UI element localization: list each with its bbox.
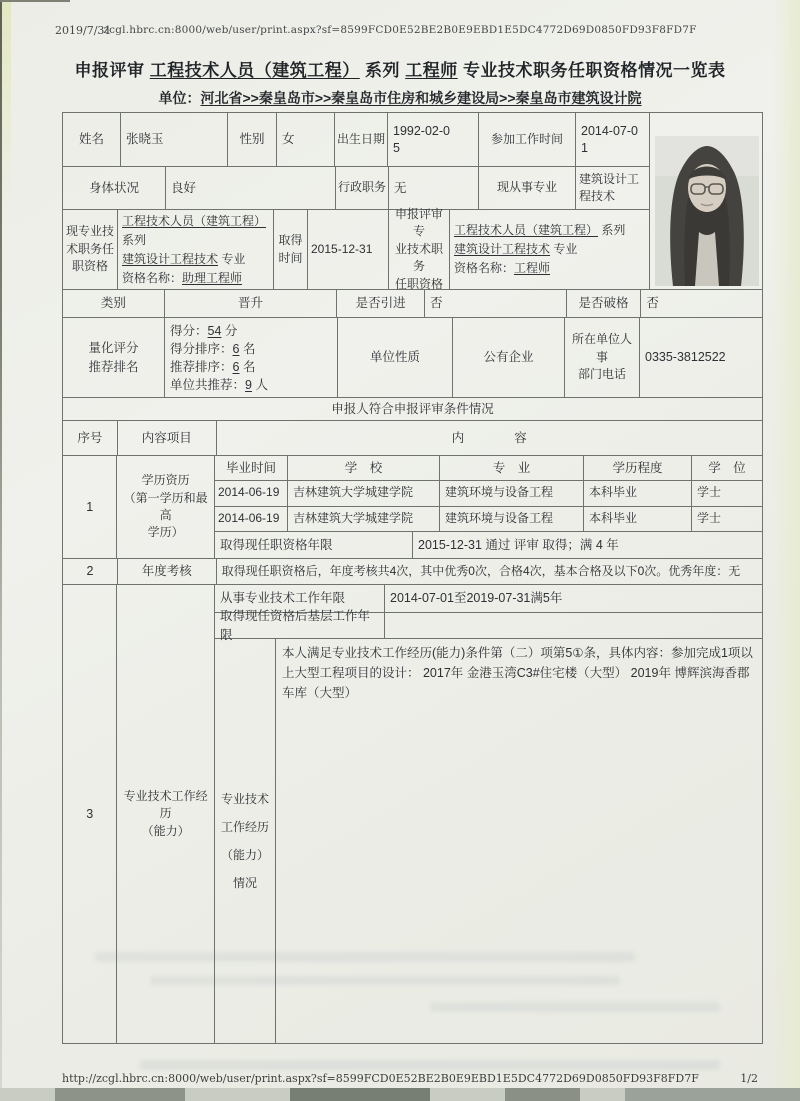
row-health-admin bbox=[63, 167, 649, 210]
title-prefix: 申报评审 bbox=[74, 61, 150, 80]
unit-label: 单位： bbox=[158, 90, 201, 106]
experience-detail-label-line: （能力） bbox=[220, 848, 269, 862]
obtain-time-value: 2015-12-31 bbox=[308, 210, 389, 289]
import-label: 是否引进 bbox=[337, 290, 425, 317]
education-header-row bbox=[215, 456, 762, 481]
edu-header-school: 学 校 bbox=[288, 456, 440, 480]
current-series-underlined: 工程技术人员（建筑工程） bbox=[122, 213, 267, 228]
category-value: 晋升 bbox=[165, 290, 337, 317]
gender-label: 性别 bbox=[228, 113, 277, 166]
experience-detail-label-line: 工作经历 bbox=[220, 820, 269, 834]
score-rank-value: 6 bbox=[232, 341, 240, 356]
id-photo-cell bbox=[649, 113, 762, 289]
score-rank-suffix: 名 bbox=[239, 341, 256, 356]
exception-value: 否 bbox=[646, 296, 659, 311]
education-data-row bbox=[215, 507, 762, 533]
obtain-time-label bbox=[274, 210, 308, 289]
total-recommended-label: 单位共推荐： bbox=[170, 377, 246, 392]
print-header-url: zcgl.hbrc.cn:8000/web/user/print.aspx?sf=8599FCD0E52BE2B0E9EBD1E5DC4772D69D0850FD93F8FD7F bbox=[103, 24, 697, 36]
scan-bottom-strip bbox=[0, 1088, 800, 1101]
admin-post-label: 行政职务 bbox=[336, 167, 389, 209]
edu-level: 本科毕业 bbox=[584, 507, 692, 532]
title-series-underlined: 工程技术人员（建筑工程） bbox=[149, 61, 360, 80]
col-header-content: 内 容 bbox=[451, 430, 527, 445]
hr-phone-value: 0335-3812522 bbox=[645, 350, 726, 365]
current-major-underlined: 建筑设计工程技术 bbox=[122, 251, 219, 266]
current-name-underlined: 助理工程师 bbox=[182, 270, 243, 285]
score-section-label-line: 推荐排名 bbox=[88, 359, 139, 374]
unit-value: 河北省>>秦皇岛市>>秦皇岛市住房和城乡建设局>>秦皇岛市建筑设计院 bbox=[200, 90, 642, 106]
exception-label: 是否破格 bbox=[567, 290, 642, 317]
unit-type-label: 单位性质 bbox=[338, 318, 453, 397]
hr-phone-label-line: 部门电话 bbox=[577, 367, 626, 382]
edu-school: 吉林建筑大学城建学院 bbox=[288, 481, 440, 506]
scan-strip-segment bbox=[625, 1088, 800, 1101]
score-section-label-line: 量化评分 bbox=[88, 341, 139, 356]
obtain-time-label-line: 时间 bbox=[278, 250, 303, 265]
scan-edge-right-tint bbox=[772, 0, 800, 1101]
apply-major-underlined: 建筑设计工程技术 bbox=[454, 242, 551, 256]
birth-date-value bbox=[388, 113, 479, 166]
edu-degree: 学士 bbox=[697, 485, 722, 500]
edu-major: 建筑环境与设备工程 bbox=[440, 481, 584, 506]
admin-post-value: 无 bbox=[389, 167, 479, 209]
edu-header-degree: 学 位 bbox=[708, 460, 746, 475]
scan-strip-segment bbox=[55, 1088, 185, 1101]
education-item-line: 学历） bbox=[147, 525, 184, 540]
row-education bbox=[63, 456, 762, 559]
apply-major-suffix: 专业 bbox=[550, 242, 578, 256]
current-series-suffix: 系列 bbox=[122, 232, 147, 247]
apply-qual-content bbox=[450, 210, 649, 289]
col-header-no: 序号 bbox=[63, 421, 118, 455]
apply-name-label: 资格名称： bbox=[454, 261, 515, 275]
health-label: 身体状况 bbox=[63, 167, 166, 209]
apply-qual-label bbox=[389, 207, 450, 291]
experience-detail-label-line: 专业技术 bbox=[220, 792, 269, 806]
work-years-label: 从事专业技术工作年限 bbox=[215, 585, 385, 612]
name-label: 姓名 bbox=[63, 113, 121, 166]
experience-item-label bbox=[117, 585, 215, 1043]
title-rank-underlined: 工程师 bbox=[405, 61, 458, 80]
title-suffix: 专业技术职务任职资格情况一览表 bbox=[457, 61, 726, 80]
conditions-section-title: 申报人符合申报评审条件情况 bbox=[331, 401, 494, 416]
education-item-label bbox=[117, 456, 215, 558]
row-basic-identity bbox=[63, 113, 649, 167]
work-start-text: 2014-07-01 bbox=[581, 123, 638, 155]
bleed-through-smudge bbox=[140, 1060, 720, 1070]
apply-name-underlined: 工程师 bbox=[514, 261, 551, 275]
col-header-item: 内容项目 bbox=[118, 421, 217, 455]
row-category bbox=[63, 290, 762, 318]
health-value: 良好 bbox=[166, 167, 336, 209]
total-recommended-value: 9 bbox=[245, 377, 252, 392]
score-rank-label: 得分排序： bbox=[170, 341, 233, 356]
work-start-label: 参加工作时间 bbox=[479, 113, 576, 166]
row-score bbox=[63, 318, 762, 398]
row-assessment bbox=[63, 559, 762, 585]
unit-line bbox=[0, 88, 800, 108]
edu-major: 建筑环境与设备工程 bbox=[440, 507, 584, 532]
recommend-rank-label: 推荐排序： bbox=[170, 359, 233, 374]
score-details bbox=[165, 318, 338, 397]
print-header-date: 2019/7/31 bbox=[55, 24, 112, 37]
category-label: 类别 bbox=[63, 290, 165, 317]
current-qual-label-line: 现专业技 bbox=[65, 224, 114, 239]
experience-detail-label-line: 情况 bbox=[232, 876, 257, 890]
edu-header-date: 毕业时间 bbox=[215, 456, 288, 480]
apply-qual-label-line: 业技术职务 bbox=[394, 241, 443, 274]
assessment-text: 取得现任职资格后，年度考核共4次，其中优秀0次，合格4次，基本合格及以下0次。优秀年度：无 bbox=[221, 563, 741, 578]
birth-date-text: 1992-02-05 bbox=[393, 123, 450, 155]
education-qual-years-row bbox=[215, 532, 762, 558]
edu-date: 2014-06-19 bbox=[215, 481, 288, 506]
score-section-label bbox=[63, 318, 165, 397]
grassroots-years-value bbox=[385, 613, 762, 638]
experience-item-line: 专业技术工作经历 bbox=[123, 788, 208, 821]
edu-level: 本科毕业 bbox=[584, 481, 692, 506]
score-suffix: 分 bbox=[221, 323, 238, 338]
current-major-suffix: 专业 bbox=[218, 251, 246, 266]
profession-label: 现从事专业 bbox=[479, 167, 576, 209]
recommend-rank-suffix: 名 bbox=[239, 359, 256, 374]
unit-type-value: 公有企业 bbox=[453, 318, 565, 397]
recommend-rank-value: 6 bbox=[232, 359, 240, 374]
edu-degree: 学士 bbox=[697, 511, 722, 526]
experience-subtable bbox=[215, 585, 762, 1043]
edu-header-major: 专 业 bbox=[440, 456, 584, 480]
apply-series-suffix: 系列 bbox=[598, 223, 626, 237]
education-data-row bbox=[215, 481, 762, 507]
print-footer-page-number: 1/2 bbox=[740, 1072, 758, 1085]
row-experience bbox=[63, 585, 762, 1043]
hr-phone-label bbox=[565, 318, 640, 397]
print-footer-url: http://zcgl.hbrc.cn:8000/web/user/print.aspx?sf=8599FCD0E52BE2B0E9EBD1E5DC4772D69D0850FD93F8FD7F bbox=[62, 1072, 699, 1085]
top-section bbox=[63, 113, 762, 290]
qual-years-label: 取得现任职资格年限 bbox=[215, 532, 413, 558]
apply-qual-label-line: 申报评审专 bbox=[394, 207, 443, 239]
education-subtable bbox=[215, 456, 762, 558]
total-recommended-suffix: 人 bbox=[251, 377, 268, 392]
grassroots-years-label: 取得现任资格后基层工作年限 bbox=[215, 613, 385, 638]
experience-no: 3 bbox=[63, 585, 117, 1043]
gender-value: 女 bbox=[277, 113, 335, 166]
current-qual-label bbox=[63, 210, 118, 289]
apply-series-underlined: 工程技术人员（建筑工程） bbox=[454, 223, 599, 237]
title-middle: 系列 bbox=[359, 61, 406, 80]
score-label: 得分： bbox=[170, 323, 208, 338]
assessment-item-label: 年度考核 bbox=[118, 559, 217, 584]
scan-strip-segment bbox=[505, 1088, 580, 1101]
current-name-label: 资格名称： bbox=[122, 270, 183, 285]
current-qual-label-line: 职资格 bbox=[71, 259, 108, 274]
score-value: 54 bbox=[207, 323, 222, 338]
education-no: 1 bbox=[63, 456, 117, 558]
assessment-no: 2 bbox=[63, 559, 118, 584]
work-start-value bbox=[576, 113, 649, 166]
education-item-line: （第一学历和最高 bbox=[123, 490, 208, 522]
row-qualification bbox=[63, 207, 649, 291]
name-value: 张晓玉 bbox=[121, 113, 228, 166]
qualification-form-table bbox=[62, 112, 763, 1044]
experience-item-line: （能力） bbox=[141, 823, 190, 838]
edu-school: 吉林建筑大学城建学院 bbox=[288, 507, 440, 532]
edu-date: 2014-06-19 bbox=[215, 507, 288, 532]
hr-phone-label-line: 所在单位人事 bbox=[571, 332, 632, 364]
row-column-headers bbox=[63, 421, 762, 456]
profession-value: 建筑设计工程技术 bbox=[579, 171, 640, 203]
apply-qual-label-line: 任职资格 bbox=[394, 276, 443, 291]
experience-detail-row bbox=[215, 639, 762, 1043]
edu-header-level: 学历程度 bbox=[584, 456, 692, 480]
experience-detail-text: 本人满足专业技术工作经历(能力)条件第（二）项第5①条，具体内容：参加完成1项以上大型工程项目的设计： 2017年 金港玉湾C3#住宅楼（大型） 2019年 博辉滨海香郡车库（大型） bbox=[282, 646, 753, 700]
current-qual-content bbox=[118, 210, 274, 289]
scan-strip-segment bbox=[290, 1088, 430, 1101]
grassroots-years-row bbox=[215, 609, 762, 642]
birth-date-label: 出生日期 bbox=[335, 113, 388, 166]
row-section-title bbox=[63, 398, 762, 421]
current-qual-label-line: 术职务任 bbox=[65, 241, 114, 256]
work-years-value: 2014-07-01至2019-07-31满5年 bbox=[390, 591, 563, 606]
experience-detail-label bbox=[215, 639, 276, 1043]
education-item-line: 学历资历 bbox=[141, 473, 190, 488]
obtain-time-label-line: 取得 bbox=[278, 233, 303, 248]
scan-edge-top bbox=[0, 0, 70, 2]
import-value: 否 bbox=[425, 290, 567, 317]
id-photo bbox=[655, 136, 759, 286]
page-title bbox=[0, 56, 800, 81]
qual-years-value: 2015-12-31 通过 评审 取得；满 4 年 bbox=[418, 538, 619, 553]
